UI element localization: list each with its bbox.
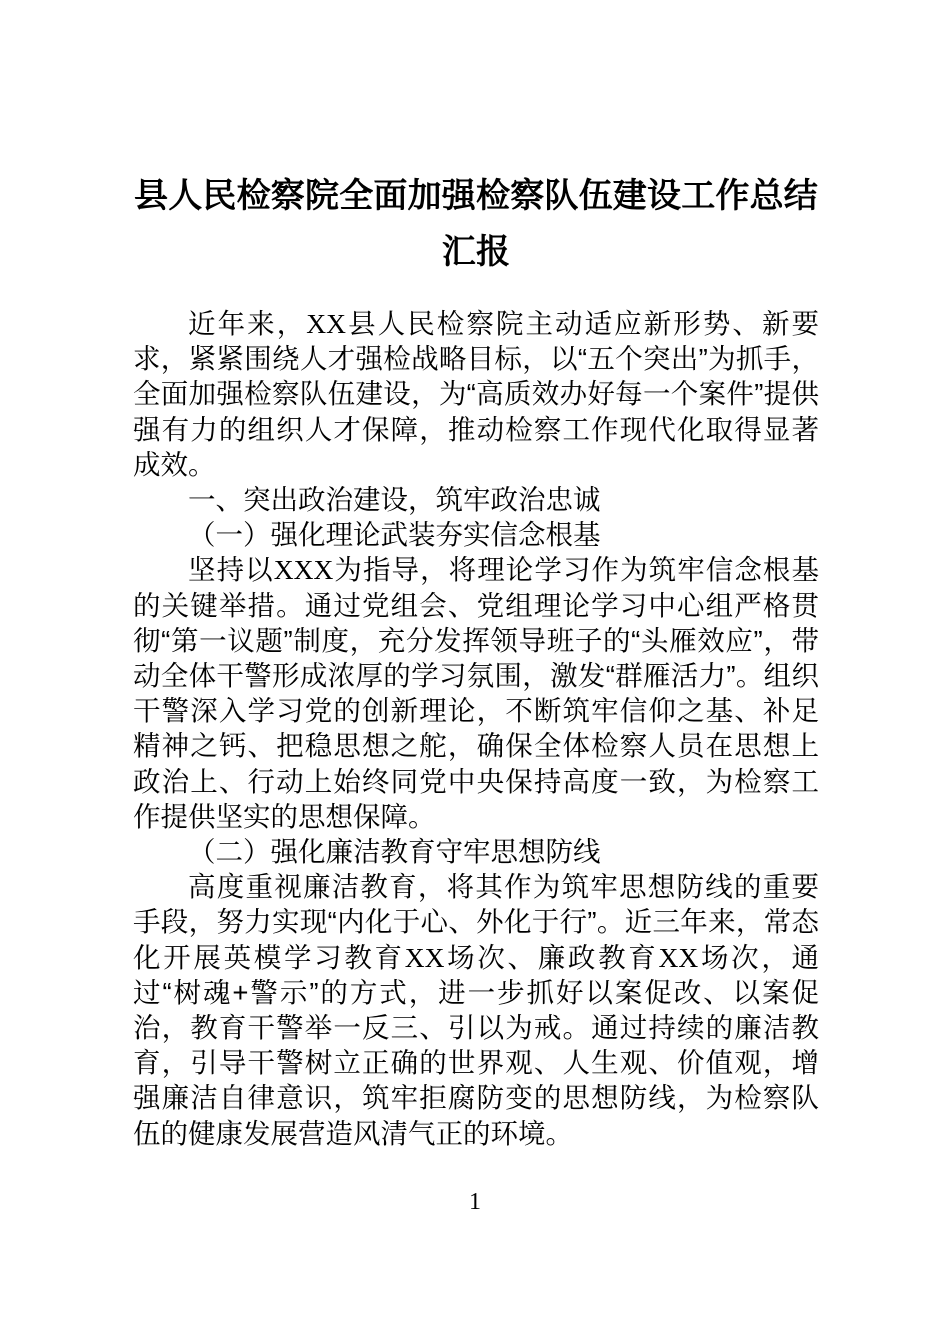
latin-run: XXX — [273, 554, 334, 586]
section-heading-1: 一、突出政治建设，筑牢政治忠诚 — [188, 484, 601, 516]
subsection-1-2-body: 高度重视廉洁教育，将其作为筑牢思想防线的重要手段，努力实现“内化于心、外化于行”。近三年来，常态化开展英模学习教育XX场次、廉政教育XX场次，通过“树魂+警示”的方式，进一步抓好以案促改、以案促治，教育干警举一反三、引以为戒。通过持续的廉洁教育，引导干警树立正确的世界观、人生观、价值观，增强廉洁自律意识，筑牢拒腐防变的思想防线，为检察队伍的健康发展营造风清气正的环境。 — [133, 871, 820, 1149]
latin-run: XX — [306, 308, 346, 339]
intro-paragraph: 近年来，XX县人民检察院主动适应新形势、新要求，紧紧围绕人才强检战略目标，以“五个突出”为抓手，全面加强检察队伍建设，为“高质效办好每一个案件”提供强有力的组织人才保障，推动检察工作现代化取得显著成效。 — [133, 308, 820, 480]
latin-run: XX — [404, 941, 445, 973]
title-body-spacer — [133, 280, 819, 306]
latin-run: XX — [658, 941, 699, 973]
subsection-heading-1-2: （二）强化廉洁教育守牢思想防线 — [188, 836, 601, 868]
subsection-1-1-body: 坚持以XXX为指导，将理论学习作为筑牢信念根基的关键举措。通过党组会、党组理论学习中心组严格贯彻“第一议题”制度，充分发挥领导班子的“头雁效应”，带动全体干警形成浓厚的学习氛围，激发“群雁活力”。组织干警深入学习党的创新理论，不断筑牢信仰之基、补足精神之钙、把稳思想之舵，确保全体检察人员在思想上政治上、行动上始终同党中央保持高度一致，为检察工作提供坚实的思想保障。 — [133, 554, 820, 832]
document-body — [133, 0, 819, 1151]
page-number: 1 — [469, 1189, 481, 1215]
subsection-heading-1-1: （一）强化理论武装夯实信念根基 — [188, 519, 601, 551]
page-title: 县人民检察院全面加强检察队伍建设工作总结汇报 — [134, 177, 818, 271]
